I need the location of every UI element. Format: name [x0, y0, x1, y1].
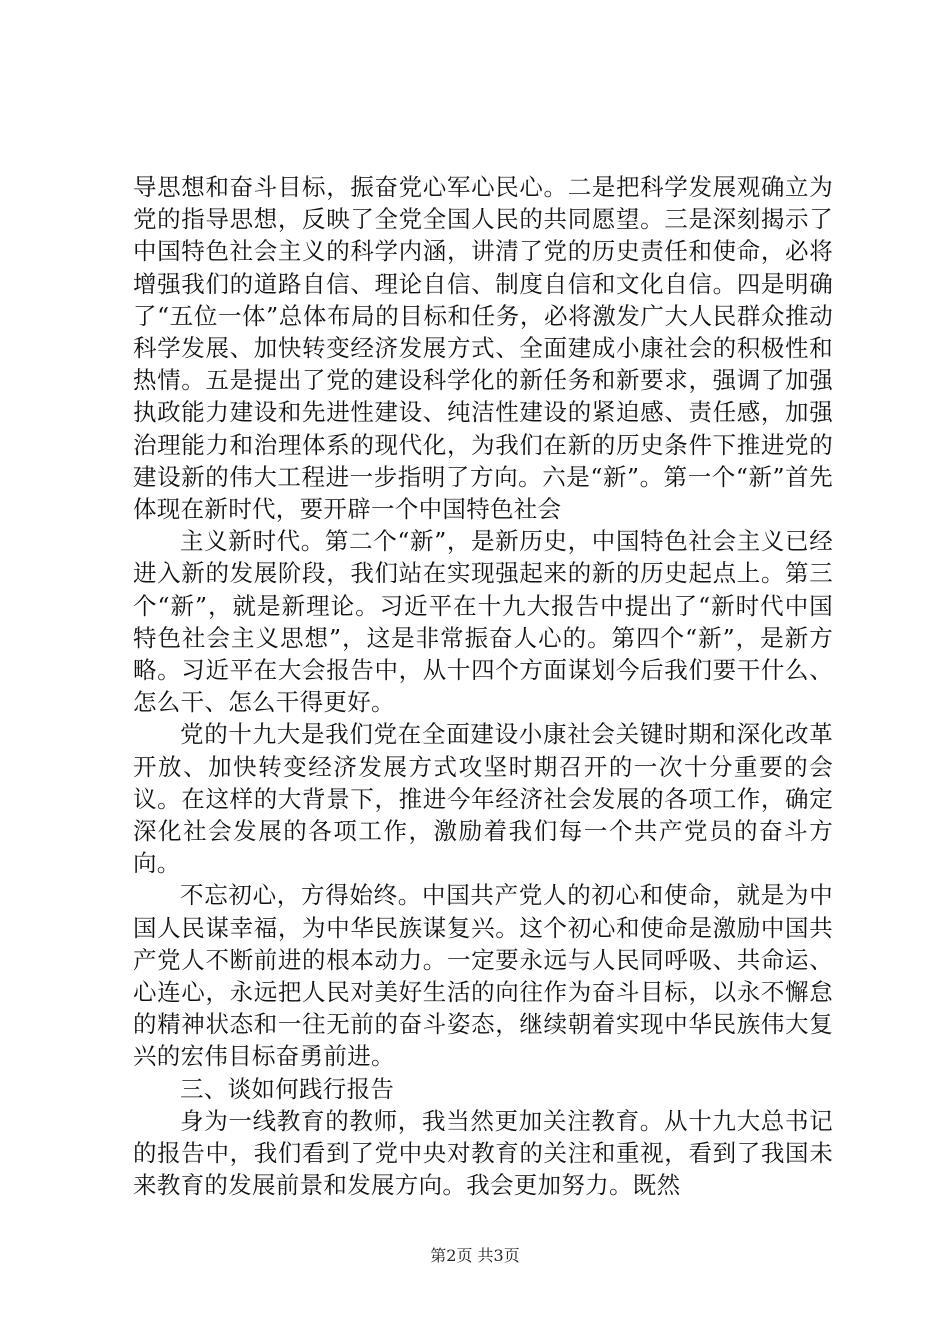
document-body — [133, 171, 833, 1202]
paragraph-congress-significance: 党的十九大是我们党在全面建设小康社会关键时期和深化改革开放、加快转变经济发展方式攻坚时期召开的一次十分重要的会议。在这样的大背景下，推进今年经济社会发展的各项工作，确定深化社会发展的各项工作，激励着我们每一个共产党员的奋斗方向。 — [133, 720, 833, 878]
paragraph-continuation: 导思想和奋斗目标，振奋党心军心民心。二是把科学发展观确立为党的指导思想，反映了全党全国人民的共同愿望。三是深刻揭示了中国特色社会主义的科学内涵，讲清了党的历史责任和使命，必将增强我们的道路自信、理论自信、制度自信和文化自信。四是明确了“五位一体”总体布局的目标和任务，必将激发广大人民群众推动科学发展、加快转变经济发展方式、全面建成小康社会的积极性和热情。五是提出了党的建设科学化的新任务和新要求，强调了加强执政能力建设和先进性建设、纯洁性建设的紧迫感、责任感，加强治理能力和治理体系的现代化，为我们在新的历史条件下推进党的建设新的伟大工程进一步指明了方向。六是“新”。第一个“新”首先体现在新时代，要开辟一个中国特色社会 — [133, 173, 833, 524]
paragraph-new-era: 主义新时代。第二个“新”，是新历史，中国特色社会主义已经进入新的发展阶段，我们站在实现强起来的新的历史起点上。第三个“新”，就是新理论。习近平在十九大报告中提出了“新时代中国特色社会主义思想”，这是非常振奋人心的。第四个“新”，是新方略。习近平在大会报告中，从十四个方面谋划今后我们要干什么、怎么干、怎么干得更好。 — [133, 527, 833, 717]
paragraph-teacher: 身为一线教育的教师，我当然更加关注教育。从十九大总书记的报告中，我们看到了党中央对教育的关注和重视，看到了我国未来教育的发展前景和发展方向。我会更加努力。既然 — [133, 1106, 833, 1200]
section-heading: 三、谈如何践行报告 — [180, 1074, 395, 1103]
paragraph-original-aspiration: 不忘初心，方得始终。中国共产党人的初心和使命，就是为中国人民谋幸福，为中华民族谋复兴。这个初心和使命是激励中国共产党人不断前进的根本动力。一定要永远与人民同呼吸、共命运、心连心，永远把人民对美好生活的向往作为奋斗目标，以永不懈怠的精神状态和一往无前的奋斗姿态，继续朝着实现中华民族伟大复兴的宏伟目标奋勇前进。 — [133, 881, 833, 1071]
page-footer: 第2页 共3页 — [430, 1246, 520, 1265]
